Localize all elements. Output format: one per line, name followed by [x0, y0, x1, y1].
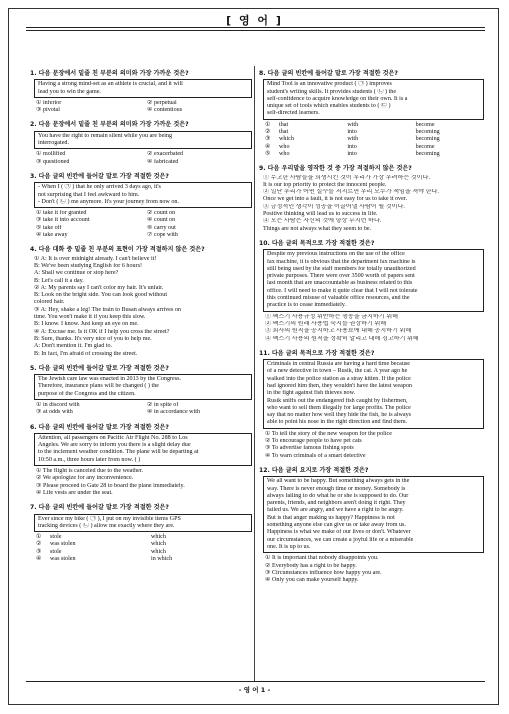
passage-line: Attention, all passengers on Pacific Air Flight No. 288 to Los: [38, 434, 188, 441]
option-translation: Once we get into a fault, it is not easy for us to take it over.: [263, 196, 408, 203]
question-7-stem: 7. 다음 글의 빈칸에 들어갈 말로 가장 적절한 것은?: [30, 504, 169, 512]
passage-line: of a new detective in town – Rusik, the cat. A year ago he: [267, 368, 408, 375]
option[interactable]: ④ To warn criminals of a smart detective: [265, 452, 366, 459]
option[interactable]: ③ Circumstances influence how happy you are.: [265, 569, 382, 576]
question-12-options: [259, 555, 484, 584]
passage-line: private purposes. There were over 3500 worth of papers sent: [267, 273, 415, 280]
passage-line: our circumstances, we can create a joyful life or a miserable: [267, 536, 414, 543]
question-8-stem: 8. 다음 글의 빈칸에 들어갈 말로 가장 적절한 것은?: [259, 70, 398, 77]
question-3-passage: [34, 182, 252, 208]
question-4-stem: 4. 다음 대화 중 밑줄 친 부분의 표현이 가장 적절하지 않은 것은?: [30, 246, 205, 254]
option-number[interactable]: ②: [265, 129, 271, 136]
option[interactable]: ④ Only you can make yourself happy.: [265, 577, 359, 584]
option[interactable]: ② exacerbated: [147, 151, 184, 158]
option[interactable]: ② in spite of: [147, 401, 179, 408]
option-translation: It is our top priority to protect the innocent people.: [263, 181, 387, 188]
passage-line: in the fight against fish thieves now.: [267, 390, 356, 397]
question-7-options: [36, 534, 252, 563]
option[interactable]: ④ take away: [36, 232, 68, 239]
question-1-stem: 1. 다음 문장에서 밑줄 친 부분의 의미와 가장 가까운 것은?: [30, 70, 189, 77]
passage-line: We all want to be happy. But something always gets in the: [267, 478, 410, 485]
question-11-passage: [263, 359, 484, 429]
option[interactable]: ③ pivotal: [36, 107, 60, 114]
dialogue-line: B: Let's call it a day.: [34, 277, 84, 284]
question-5-options: [36, 402, 252, 417]
question-2-stem: 2. 다음 문장에서 밑줄 친 부분의 의미와 가장 가까운 것은?: [30, 121, 189, 129]
question-6-passage: [34, 433, 252, 466]
passage-line: self-directed learners.: [267, 110, 320, 117]
option[interactable]: ③ 긍정적인 생각이 성공을 이끌어낼 사람이 될 것이다.: [263, 203, 405, 210]
passage-line: last month that are unaccountable as business related to this: [267, 280, 413, 287]
title-rule-top: [26, 27, 485, 28]
footer-rule: [26, 681, 485, 682]
question-12: [259, 467, 484, 584]
passage-line: still being used by the staff members for totally unauthorized: [267, 265, 416, 272]
question-1: [30, 70, 252, 114]
question-12-stem: 12. 다음 글의 요지로 가장 적절한 것은?: [259, 466, 369, 474]
option[interactable]: ③ questioned: [36, 158, 70, 165]
option-cell: becoming: [415, 136, 440, 143]
passage-line: Criminals in central Russia are having a hard time because: [267, 361, 410, 368]
passage-line: Therefore, insurance plans will be changed ( ) the: [38, 383, 159, 390]
option-cell: become: [415, 121, 435, 128]
option-cell: becoming: [415, 129, 440, 136]
passage-line: parents, friends, and neighbors aren't doing it right. They: [267, 500, 406, 507]
option[interactable]: ③ at odds with: [36, 409, 73, 416]
passage-line: lead you to win the game.: [38, 88, 101, 95]
option[interactable]: ① 팩스기 사용규정 위반하는 행동을 금지하기 위해: [265, 313, 398, 320]
question-3-stem: 3. 다음 글의 빈칸에 들어갈 말로 가장 적절한 것은?: [30, 172, 169, 180]
option[interactable]: ② To encourage people to have pet cats: [265, 438, 362, 445]
question-6-stem: 6. 다음 글의 빈칸에 들어갈 말로 가장 적절한 것은?: [30, 423, 169, 431]
passage-line: Angeles. We are sorry to inform you there is a slight delay due: [38, 442, 191, 449]
dialogue-line: colored hair.: [34, 299, 65, 306]
passage-line: Mind Tool is an innovative product ( ㉠ ) improves: [267, 81, 392, 88]
passage-line: The Jewish care law was enacted in 2013 by the Congress.: [38, 376, 181, 383]
option-cell: with: [347, 121, 359, 128]
option-number[interactable]: ④: [265, 143, 271, 150]
question-10: [259, 240, 484, 343]
question-5: [30, 365, 252, 417]
option[interactable]: ⑤ take off: [36, 224, 62, 231]
passage-line: - Don't ( ㉡ ) me anymore. It's your journey from now on.: [38, 198, 179, 205]
question-6: [30, 424, 252, 498]
passage-line: Happiness is what we make of our lives or don't. Whatever: [267, 529, 411, 536]
page-title: [ 영 어 ]: [226, 14, 283, 27]
dialogue-line: time. You won't make it if you keep this slow.: [34, 314, 146, 321]
dialogue-line: ④ A: Excuse me. Is it OK if I help you cross the street?: [34, 328, 170, 335]
option-cell: that: [279, 121, 289, 128]
dialogue-line: ② A: My parents say I can't color my hair. It's unfair.: [34, 284, 164, 291]
passage-line: Rusik sniffs out the endangered fish caught by fishermen,: [267, 397, 408, 404]
option-cell: in which: [151, 556, 173, 563]
option-translation: Positive thinking will lead us to success in life.: [263, 211, 378, 218]
option[interactable]: ② We apologize for any inconvenience.: [36, 475, 134, 482]
passage-line: way. There is never enough time or money. Somebody is: [267, 485, 406, 492]
question-2: [30, 121, 252, 165]
question-2-passage: [34, 131, 252, 150]
passage-line: to the inclement weather condition. The plane will be departing at: [38, 449, 199, 456]
question-8: [259, 70, 484, 158]
option[interactable]: ① The flight is canceled due to the weather.: [36, 468, 144, 475]
option-cell: into: [347, 150, 357, 157]
passage-line: Despite my previous instructions on the use of the office: [267, 251, 405, 258]
page-footer: - 영 어 1 -: [238, 686, 271, 694]
question-11: [259, 350, 484, 460]
question-11-options: [259, 431, 484, 460]
question-10-passage: [263, 249, 484, 311]
question-12-passage: [263, 476, 484, 553]
question-10-options: [259, 314, 484, 343]
passage-line: 10:50 a.m., three hours later from now. ( ): [38, 456, 141, 463]
dialogue-line: B: Look on the bright side. You can look good without: [34, 292, 168, 299]
option[interactable]: ② 일단 우리가 어떤 실수를 저지르면 우리 모두가 책임을 져야 한다.: [263, 189, 439, 196]
option[interactable]: ① in discord with: [36, 401, 80, 408]
option[interactable]: ① To tell the story of the new weapon for the police: [265, 430, 392, 437]
passage-line: - When I ( ㉠ ) that he only arrived 3 days ago, it's: [38, 184, 161, 191]
passage-line: interrogated.: [38, 140, 69, 147]
option[interactable]: ④ fabricated: [147, 158, 179, 165]
passage-line: fax machine, it is obvious that the department fax machine is: [267, 258, 416, 265]
dialogue-line: B: In fact, I'm afraid of crossing the street.: [34, 350, 138, 357]
dialogue-line: B: We've been studying English for 6 hours!: [34, 262, 142, 269]
question-9: [259, 165, 484, 233]
option[interactable]: ④ count on: [147, 217, 176, 224]
question-10-stem: 10. 다음 글의 목적으로 가장 적절한 것은?: [259, 239, 375, 247]
passage-line: But is that anger making us happy? Happiness is not: [267, 514, 395, 521]
passage-line: You have the right to remain silent while you are being: [38, 132, 173, 139]
passage-line: unique set of tools which enables students to ( ㉢ ): [267, 103, 391, 110]
dialogue-line: ① A: It is over midnight already. I can't believe it!: [34, 255, 157, 262]
option[interactable]: ③ 회사의 원칙을 공지하고 사용료에 대해 공지하기 위해: [265, 328, 412, 335]
question-5-passage: [34, 374, 252, 400]
option-number[interactable]: ①: [36, 534, 42, 541]
option-number[interactable]: ④: [36, 556, 42, 563]
option-cell: who: [279, 143, 290, 150]
option-number[interactable]: ②: [36, 541, 42, 548]
option-cell: which: [151, 548, 166, 555]
option[interactable]: ⑦ cope with: [147, 232, 178, 239]
option-number[interactable]: ③: [265, 136, 271, 143]
dialogue-line: B: I know. I know. Just keep an eye on me.: [34, 321, 139, 328]
passage-line: self-confidence to acquire knowledge on their own. It is a: [267, 95, 408, 102]
passage-line: always failing to do what he or she is supposed to do. Our: [267, 492, 409, 499]
option-cell: become: [415, 143, 435, 150]
option[interactable]: ① mollified: [36, 151, 66, 158]
option[interactable]: ② perpetual: [147, 99, 177, 106]
question-4-dialogues: [30, 256, 252, 358]
option[interactable]: ④ Life vests are under the seat.: [36, 489, 113, 496]
question-7-passage: [34, 514, 252, 533]
option-number[interactable]: ③: [36, 548, 42, 555]
option[interactable]: ④ in accordance with: [147, 409, 201, 416]
question-8-passage: [263, 79, 484, 119]
question-8-options: [265, 122, 484, 158]
question-1-options: [36, 100, 252, 115]
passage-line: student's writing skills. It provides students ( ㉡ ) the: [267, 88, 397, 95]
option-number[interactable]: ①: [265, 121, 271, 128]
option[interactable]: ③ To advertise famous fishing spots: [265, 445, 354, 452]
option-cell: which: [151, 541, 166, 548]
option[interactable]: ④ contentious: [147, 107, 183, 114]
option[interactable]: ④ 팩스기 사용의 원칙을 정확히 알리고 대해 경고하기 위해: [265, 335, 419, 342]
passage-line: able to point his nose in the right direction and find them.: [267, 419, 408, 426]
option-cell: stole: [50, 534, 62, 541]
option-cell: was stolen: [50, 556, 76, 563]
passage-line: failed us. We are angry, and we have a right to be angry.: [267, 507, 404, 514]
option-cell: becoming: [415, 150, 440, 157]
option[interactable]: ① inferior: [36, 99, 62, 106]
option-cell: stole: [50, 548, 62, 555]
option-cell: who: [279, 150, 290, 157]
option[interactable]: ③ take it into account: [36, 217, 90, 224]
question-7: [30, 504, 252, 563]
passage-line: not surprising that I feel awkward to him.: [38, 191, 140, 198]
option[interactable]: ① 무고한 사람들을 희생시킨 것이 우리가 가장 우려하는 것이다.: [263, 174, 430, 181]
question-5-stem: 5. 다음 글의 빈칸에 들어갈 말로 가장 적절한 것은?: [30, 364, 169, 372]
dialogue-line: ③ A: Hey, shake a leg! The train to Busan always arrives on: [34, 306, 181, 313]
passage-line: this continued misuse of valuable office resources, and the: [267, 295, 410, 302]
dialogue-line: A: Shall we continue or stop here?: [34, 270, 119, 277]
option[interactable]: ② count on: [147, 210, 176, 217]
title-rule-bottom: [26, 30, 485, 31]
question-3: [30, 173, 252, 239]
option-number[interactable]: ⑤: [265, 150, 271, 157]
option-cell: which: [151, 534, 166, 541]
option[interactable]: ② 팩스기의 원래 사용법 숙지를 권장하기 위해: [265, 320, 387, 327]
option-cell: was stolen: [50, 541, 76, 548]
question-6-options: [30, 468, 252, 497]
passage-line: had ignored him then, they wouldn't have the latest weapon: [267, 382, 412, 389]
option-cell: into: [347, 129, 357, 136]
passage-line: Ever since my bike ( ㉠ ), I put on my invisible items GPS: [38, 515, 181, 522]
option[interactable]: ④ 모든 사람은 자신의 것에 항상 부지런 하다.: [263, 218, 382, 225]
question-2-options: [36, 151, 252, 166]
left-column: [30, 70, 252, 570]
passage-line: Having a strong mind-set as an athlete is crucial, and it will: [38, 81, 183, 88]
option-cell: with: [347, 136, 359, 143]
passage-line: say that no matter how well they hide the fish, he is always: [267, 412, 412, 419]
option[interactable]: ③ Please proceed to Gate 28 to board the plane immediately.: [36, 482, 185, 489]
question-3-options: [36, 210, 252, 239]
option[interactable]: ⑥ carry out: [147, 224, 176, 231]
passage-line: one. It is up to us.: [267, 543, 311, 550]
question-1-passage: [34, 79, 252, 98]
option-cell: into: [347, 143, 357, 150]
passage-line: who want to sell them illegally for large profits. The police: [267, 404, 411, 411]
dialogue-line: A: Don't mention it. I'm glad to.: [34, 343, 113, 350]
option-cell: which: [279, 136, 294, 143]
passage-line: office. I will need to make it quite clear that I will not tolerate: [267, 287, 418, 294]
column-divider: [254, 66, 255, 681]
passage-line: something anyone else can give us or take away from us.: [267, 522, 406, 529]
dialogue-line: B: Sure, thanks. It's very nice of you to help me.: [34, 335, 152, 342]
passage-line: practice is to cease immediately.: [267, 302, 346, 309]
passage-line: tracking devices ( ㉡ ) allow me exactly where they are.: [38, 522, 175, 529]
question-9-options: [259, 175, 484, 233]
right-column: [259, 70, 484, 591]
passage-line: walked into the police station as a stray kitten. If the police: [267, 375, 411, 382]
option-translation: Things are not always what they seem to be.: [263, 225, 372, 232]
question-11-stem: 11. 다음 글의 목적으로 가장 적절한 것은?: [259, 349, 375, 357]
passage-line: purpose of the Congress and the citizen.: [38, 390, 136, 397]
question-9-stem: 9. 다음 우리말을 영작한 것 중 가장 적절하지 않은 것은?: [259, 165, 412, 173]
option-cell: that: [279, 129, 289, 136]
option[interactable]: ① take it for granted: [36, 210, 87, 217]
option[interactable]: ① It is important that nobody disappoints you.: [265, 555, 379, 562]
question-4: [30, 246, 252, 357]
option[interactable]: ② Everybody has a right to be happy.: [265, 562, 357, 569]
